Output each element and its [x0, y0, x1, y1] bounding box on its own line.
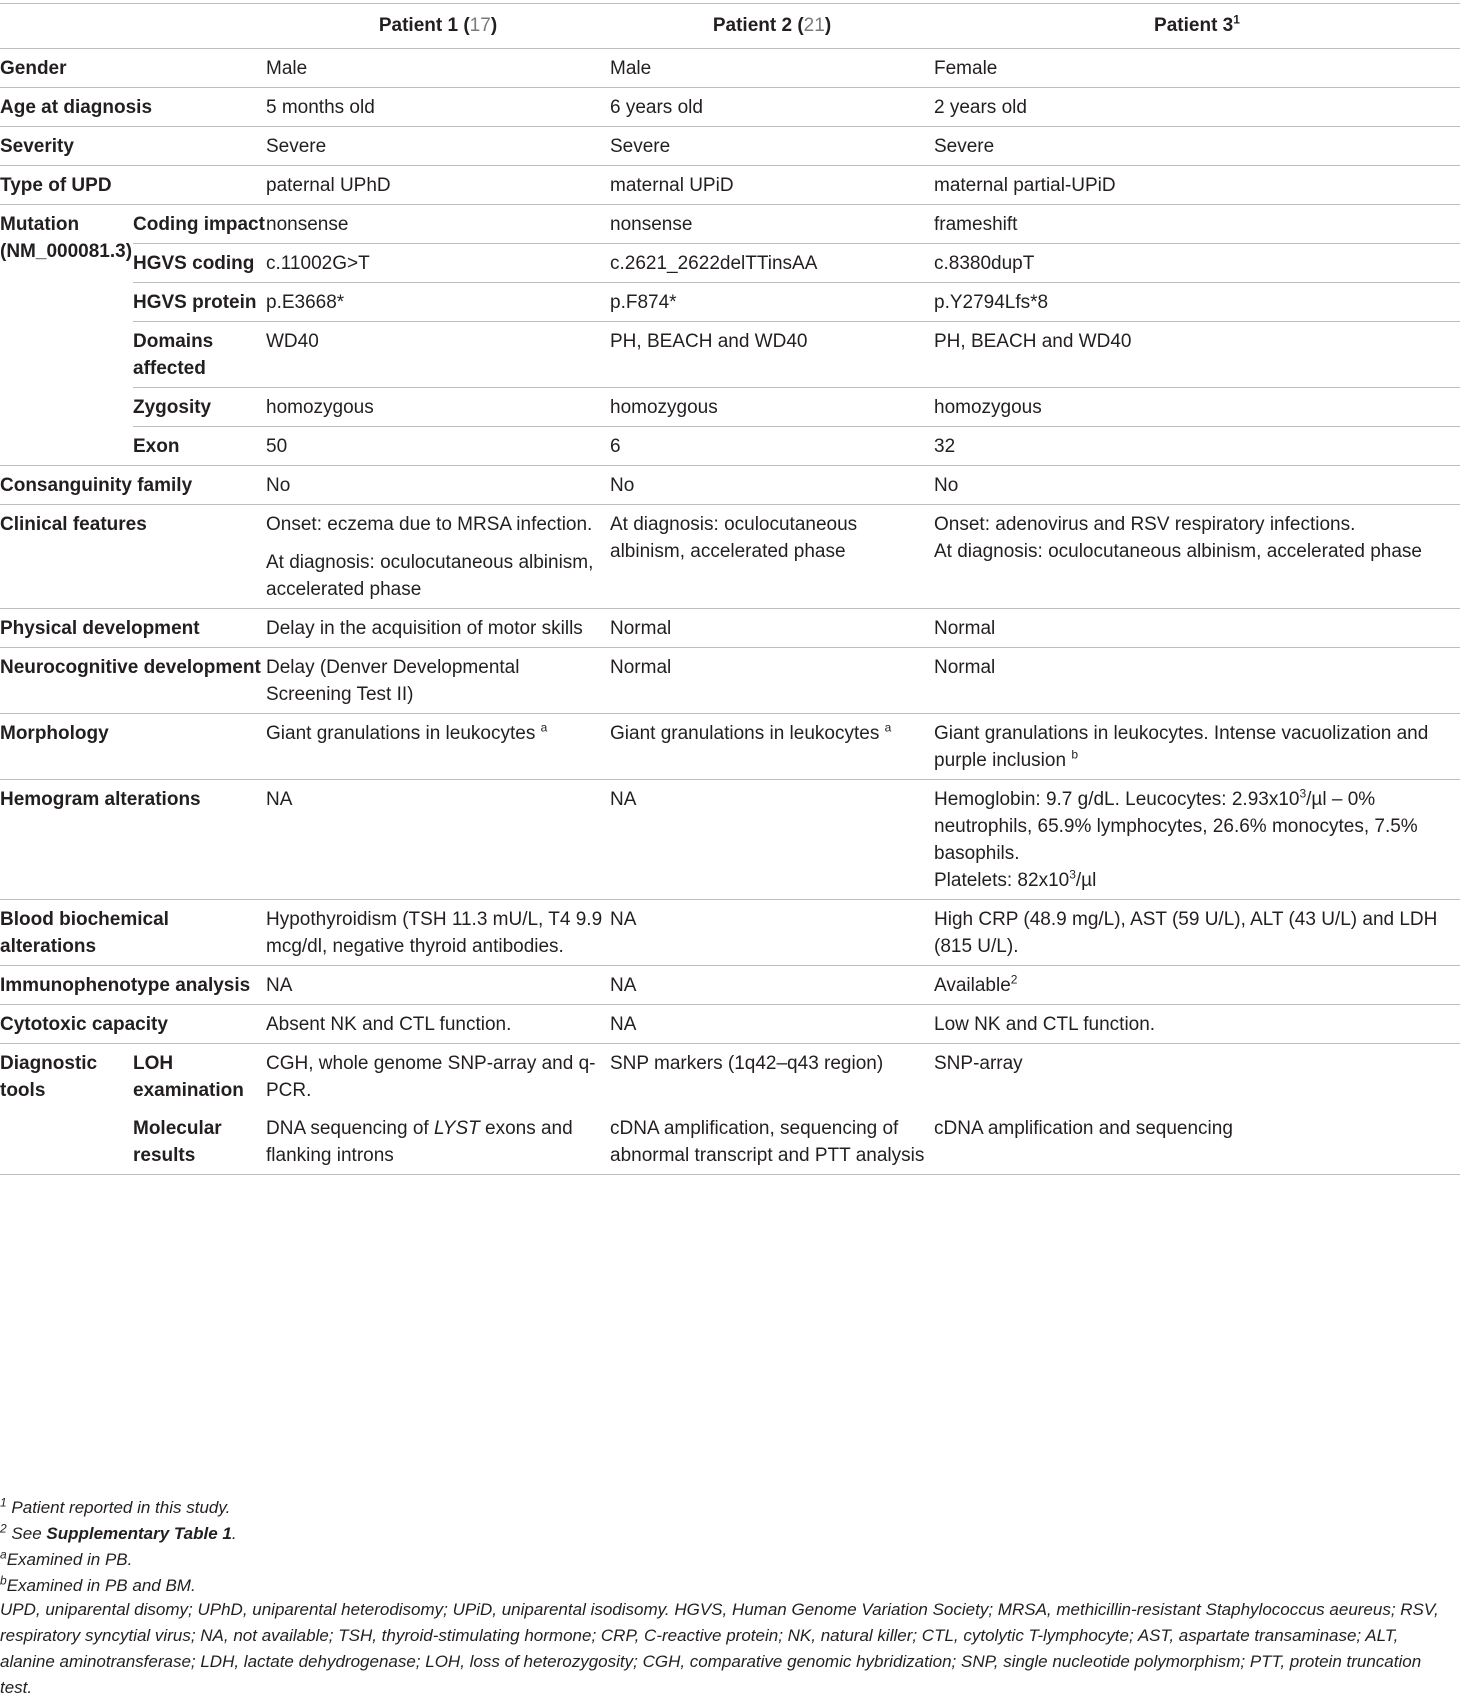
cell-p2: Normal: [610, 609, 934, 648]
table-row-hemogram: [0, 780, 1460, 900]
table-header-row: [0, 4, 1460, 49]
cell-p3: Giant granulations in leukocytes. Intense vacuolization and purple inclusion $^b$: [934, 714, 1460, 780]
table-row-coding-impact: [0, 205, 1460, 244]
footnote-a: $^a$Examined in PB.: [0, 1547, 133, 1569]
cell-p3: Normal: [934, 648, 1460, 714]
cell-p3: [934, 505, 1460, 609]
cell-p1: c.11002G>T: [266, 244, 610, 283]
cell-p1: Giant granulations in leukocytes $^a$: [266, 714, 610, 780]
cell-p3: 2 years old: [934, 88, 1460, 127]
cell-p3: cDNA amplification and sequencing: [934, 1109, 1460, 1175]
footnote-b: $^b$Examined in PB and BM.: [0, 1573, 196, 1595]
row-sublabel: LOH examination: [133, 1053, 244, 1101]
cell-p1: At diagnosis: oculocutaneous albinism, accelerated phase: [266, 543, 610, 609]
header-patient-1: Patient 1 (17): [266, 4, 610, 49]
cell-p1: NA: [266, 780, 610, 900]
table-row-molecular: [0, 1109, 1460, 1175]
table-row-domains: [0, 322, 1460, 388]
row-label: Consanguinity family: [0, 466, 266, 505]
cell-p1: Delay (Denver Developmental Screening Test II): [266, 648, 610, 714]
header-patient-3: Patient $3^1$: [934, 4, 1460, 49]
reference-link-17[interactable]: 17: [469, 15, 491, 36]
reference-link-21[interactable]: 21: [803, 15, 825, 36]
cell-p1: nonsense: [266, 205, 610, 244]
table-row-upd: [0, 166, 1460, 205]
footnote-marker: a: [884, 720, 892, 735]
cell-p2: 6: [610, 427, 934, 466]
footnote-marker: a: [540, 720, 548, 735]
table-row-age: [0, 88, 1460, 127]
footnote-marker: 1: [1233, 12, 1240, 27]
cell-p2: Severe: [610, 127, 934, 166]
cell-p1: Absent NK and CTL function.: [266, 1005, 610, 1044]
table-row-loh: [0, 1044, 1460, 1110]
table-row-consanguinity: [0, 466, 1460, 505]
cell-p3: Female: [934, 49, 1460, 88]
table-row-physical: [0, 609, 1460, 648]
footnote-1: $^1$ Patient reported in this study.: [0, 1495, 231, 1517]
table-row-zygosity: [0, 388, 1460, 427]
cell-p2: nonsense: [610, 205, 934, 244]
cell-p3: Available$^2$: [934, 966, 1460, 1005]
row-sublabel: Molecular results: [133, 1109, 266, 1175]
row-label: Neurocognitive development: [0, 648, 266, 714]
row-label: Severity: [0, 127, 266, 166]
row-label: Physical development: [0, 609, 266, 648]
row-label: Age at diagnosis: [0, 88, 266, 127]
cell-p1: Hypothyroidism (TSH 11.3 mU/L, T4 9.9 mcg/dl, negative thyroid antibodies.: [266, 900, 610, 966]
cell-p2: cDNA amplification, sequencing of abnormal transcript and PTT analysis: [610, 1109, 934, 1175]
cell-p1: homozygous: [266, 388, 610, 427]
row-label: Clinical features: [0, 505, 266, 609]
cell-p1: 5 months old: [266, 88, 610, 127]
supplementary-table-link[interactable]: Supplementary Table 1: [46, 1524, 232, 1543]
cell-p1: Severe: [266, 127, 610, 166]
table-row-cytotoxic: [0, 1005, 1460, 1044]
row-label: Morphology: [0, 714, 266, 780]
row-sublabel: HGVS coding: [133, 244, 266, 283]
row-label: Immunophenotype analysis: [0, 966, 266, 1005]
header-empty-cell: [0, 4, 266, 49]
cell-p1: paternal UPhD: [266, 166, 610, 205]
cell-p1: Delay in the acquisition of motor skills: [266, 609, 610, 648]
cell-p3: 32: [934, 427, 1460, 466]
cell-p2: homozygous: [610, 388, 934, 427]
patient-comparison-table: [0, 3, 1460, 1175]
cell-p1: p.E3668*: [266, 283, 610, 322]
table-row-biochem: [0, 900, 1460, 966]
cell-p2: At diagnosis: oculocutaneous albinism, accelerated phase: [610, 505, 934, 609]
table-row-exon: [0, 427, 1460, 466]
cell-p3: High CRP (48.9 mg/L), AST (59 U/L), ALT (43 U/L) and LDH (815 U/L).: [934, 900, 1460, 966]
table-row-morphology: [0, 714, 1460, 780]
cell-p3: c.8380dupT: [934, 244, 1460, 283]
cell-p2: PH, BEACH and WD40: [610, 322, 934, 388]
cell-p2: NA: [610, 780, 934, 900]
cell-p2: Giant granulations in leukocytes $^a$: [610, 714, 934, 780]
cell-p3: PH, BEACH and WD40: [934, 322, 1460, 388]
table-row-severity: [0, 127, 1460, 166]
cell-p3: maternal partial-UPiD: [934, 166, 1460, 205]
cell-p1: CGH, whole genome SNP-array and q-PCR.: [266, 1053, 596, 1101]
cell-p3: SNP-array: [934, 1053, 1023, 1074]
row-label: Gender: [0, 49, 266, 88]
cell-p3: Severe: [934, 127, 1460, 166]
cell-p2: Male: [610, 49, 934, 88]
row-sublabel: Coding impact: [133, 205, 266, 244]
cell-p2: maternal UPiD: [610, 166, 934, 205]
cell-p1: Male: [266, 49, 610, 88]
cell-p3: Normal: [934, 609, 1460, 648]
header-patient-2: Patient 2 (21): [610, 4, 934, 49]
table-row-hgvs-coding: [0, 244, 1460, 283]
row-sublabel: Domains affected: [133, 322, 266, 388]
row-sublabel: Zygosity: [133, 388, 266, 427]
cell-p3: homozygous: [934, 388, 1460, 427]
footnote-marker: 2: [1010, 972, 1018, 987]
cell-p2: NA: [610, 1005, 934, 1044]
cell-p1: No: [266, 466, 610, 505]
row-label: Cytotoxic capacity: [0, 1005, 266, 1044]
table-row-gender: [0, 49, 1460, 88]
row-sublabel: Exon: [133, 427, 266, 466]
cell-p2: c.2621_2622delTTinsAA: [610, 244, 934, 283]
footnote-marker: b: [1071, 747, 1078, 762]
clinical-diagnosis-text: At diagnosis: oculocutaneous albinism, accelerated phase: [934, 541, 1422, 562]
cell-p2: NA: [610, 900, 934, 966]
cell-p1: Onset: eczema due to MRSA infection.: [266, 514, 593, 535]
row-label: Type of UPD: [0, 166, 266, 205]
cell-p3: No: [934, 466, 1460, 505]
cell-p1: DNA sequencing of LYST exons and flanking introns: [266, 1109, 610, 1175]
diagnostic-group-label: Diagnostic tools: [0, 1044, 133, 1175]
table-row-clinical: [0, 505, 1460, 544]
row-sublabel: HGVS protein: [133, 283, 266, 322]
cell-p3: Low NK and CTL function.: [934, 1005, 1460, 1044]
row-label: Hemogram alterations: [0, 780, 266, 900]
cell-p2: 6 years old: [610, 88, 934, 127]
footnote-2: $^2$ See Supplementary Table 1.: [0, 1521, 237, 1543]
row-label: Blood biochemical alterations: [0, 900, 266, 966]
table-footnotes: [0, 1495, 1456, 1599]
table-row-neuro: [0, 648, 1460, 714]
table-row-hgvs-protein: [0, 283, 1460, 322]
abbreviations-note: UPD, uniparental disomy; UPhD, uniparental heterodisomy; UPiD, uniparental isodisomy. HGVS, Human Genome Variation Society; MRSA, methicillin-resistant Staphylococcus aeureus; RSV, respiratory syncytial virus; NA, not available; TSH, thyroid-stimulating hormone; CRP, C-reactive protein; NK, natural killer; CTL, cytolytic T-lymphocyte; AST, aspartate transaminase; ALT, alanine aminotransferase; LDH, lactate dehydrogenase; LOH, loss of heterozygosity; CGH, comparative genomic hybridization; SNP, single nucleotide polymorphism; PTT, protein truncation test.: [0, 1600, 1439, 1697]
clinical-onset-text: Onset: adenovirus and RSV respiratory infections.: [934, 514, 1356, 535]
cell-p3: p.Y2794Lfs*8: [934, 283, 1460, 322]
cell-p2: No: [610, 466, 934, 505]
cell-p2: NA: [610, 966, 934, 1005]
cell-p2: p.F874*: [610, 283, 934, 322]
cell-p2: SNP markers (1q42–q43 region): [610, 1053, 884, 1074]
cell-p3: frameshift: [934, 205, 1460, 244]
cell-p2: Normal: [610, 648, 934, 714]
cell-p1: 50: [266, 427, 610, 466]
mutation-group-label: Mutation (NM_000081.3): [0, 205, 133, 466]
cell-p3: Hemoglobin: 9.7 g/dL. Leucocytes: $2.93x10^3/\mu l - 0\%$ neutrophils, 65.9% lymphocytes, 26.6% monocytes, 7.5% basophils. Platelets: $82x10^3/\mu l$: [934, 780, 1460, 900]
gene-name: LYST: [433, 1118, 480, 1139]
cell-p1: NA: [266, 966, 610, 1005]
table-row-immuno: [0, 966, 1460, 1005]
cell-p1: WD40: [266, 322, 610, 388]
